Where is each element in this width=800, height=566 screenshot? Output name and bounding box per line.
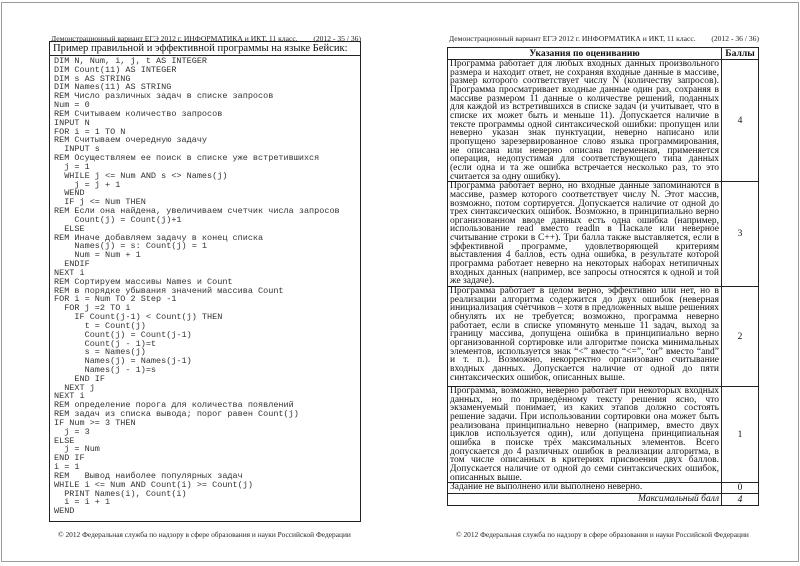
criteria-points: 4 [722,60,759,182]
code-line: REM задач из списка вывода; порог равен Count(j) [54,409,299,420]
criteria-text: Программа работает верно, но входные данные запоминаются в массиве, размер которого соответствует числу N. Этот массив, возможно, потом сортируется. Допускается наличие от одной до трех синтаксических ошибок. Возможно, в принципиально верно организованном вводе данных есть одна ошибка (например, использование read вместо readln в Паскале или неверное считывание строки в C++). Три балла также выставляется, если в эффективной программе, удовлетворяющей критериям выставления 4 баллов, есть одна ошибка, в результате которой программа работает неверно на некоторых наборах нетипичных входных данных (например, все запросы относятся к одной и той же задаче). [448,182,722,287]
code-line: REM Считываем очередную задачу [54,135,208,146]
code-line: Names(j) = Names(j-1) [54,356,192,367]
code-line: Names(j) = s: Count(j) = 1 [54,241,208,252]
page-header [449,34,759,43]
code-line: REM Иначе добавляем задачу в конец списка [54,232,264,243]
code-title: Пример правильной и эффективной программы на языке Бейсик: [50,42,360,56]
criteria-text: Программа, возможно, неверно работает при некоторых входных данных, но по приведённому тексту решения ясно, что экзаменуемый понимает, из каких этапов должно состоять решение задачи. При использовании сортировки она может быть реализована принципиально неверно (например, вместо двух циклов используется один), или допущена принципиальная ошибка в поиске трёх максимальных элементов. Всего допускается до 4 различных ошибок в реализации алгоритма, в том числе описанных в критериях присвоения двух баллов. Допускается наличие от одной до семи синтаксических ошибок, описанных выше. [448,387,722,483]
code-line: NEXT i [54,391,85,402]
code-line: s = Names(j) [54,347,146,358]
grading-criteria-table [447,47,759,506]
criteria-row [448,60,759,182]
code-line: FOR j =2 TO i [54,303,131,314]
page-number: (2012 - 35 / 36) [313,34,361,43]
code-line: WHILE j <= Num AND s <> Names(j) [54,170,228,181]
criteria-text: Программа работает для любых входных данных произвольного размера и находит ответ, не сохраняя входные данные в массиве, размер которого соответствует числу N (количеству запросов). Программа просматривает входные данные один раз, сохраняя в массиве размером 11 данные о количестве решений, поданных для каждой из встретившихся в списке задач (и учитывает, что в списке их может быть и меньше 11). Допускается наличие в тексте программы одной синтаксической ошибки: пропущен или неверно указан знак пунктуации, неверно написано или пропущено зарезервированное слово языка программирования, не описана или неверно описана переменная, применяется операция, недопустимая для соответствующего типа данных (если одна и та же ошибка встречается несколько раз, то это считается за одну ошибку). [448,60,722,182]
criteria-row [448,287,759,387]
code-line: NEXT j [54,382,95,393]
code-line: j = j + 1 [54,179,121,190]
criteria-row [448,387,759,483]
code-box [49,41,361,522]
code-line: Num = 0 [54,100,90,111]
code-listing [50,56,360,516]
table-header-row [448,48,759,60]
criteria-text: Задание не выполнено или выполнено неверно. [448,483,722,494]
max-score-label: Максимальный балл [448,494,722,506]
max-score-value: 4 [722,494,759,506]
code-line: END IF [54,373,106,384]
code-line: END IF [54,453,85,464]
code-line: REM Сортируем массивы Names и Count [54,276,233,287]
code-line: DIM N, Num, i, j, t AS INTEGER [54,56,208,66]
page-footer: © 2012 Федеральная служба по надзору в сфере образования и науки Российской Федерации [456,530,749,539]
code-line: FOR i = Num TO 2 Step -1 [54,294,177,305]
code-line: WHILE i <= Num AND Count(i) >= Count(j) [54,479,253,490]
code-line: Count(j - 1)=t [54,338,157,349]
code-line: ELSE [54,223,85,234]
code-line: j = Num [54,444,100,455]
code-line: ELSE [54,435,75,446]
criteria-row [448,182,759,287]
code-line: PRINT Names(i), Count(i) [54,488,187,499]
code-line: Count(j) = Count(j)+1 [54,214,182,225]
code-line: REM Считываем количество запросов [54,108,223,119]
code-line: FOR i = 1 TO N [54,126,126,137]
criteria-row [448,483,759,494]
code-line: j = 1 [54,161,90,172]
code-line: DIM Count(11) AS INTEGER [54,64,177,75]
code-line: REM Вывод наиболее популярных задач [54,470,243,481]
code-line: t = Count(j) [54,320,146,331]
code-line: Num = Num + 1 [54,250,141,261]
left-page [1,2,401,562]
code-line: REM Если она найдена, увеличиваем счетчик числа запросов [54,206,340,217]
code-line: DIM s AS STRING [54,73,131,84]
criteria-points: 3 [722,182,759,287]
code-line: REM Осуществляем ее поиск в списке уже встретившихся [54,153,320,164]
header-title: Демонстрационный вариант ЕГЭ 2012 г. ИНФОРМАТИКА и ИКТ, 11 класс. [51,34,298,43]
right-page [400,2,799,562]
page-number: (2012 - 36 / 36) [711,34,759,43]
criteria-points: 0 [722,483,759,494]
criteria-text: Программа работает в целом верно, эффективно или нет, но в реализации алгоритма содержится до двух ошибок (неверная инициализация счётчиков – хотя в предложенных выше решениях обнулять их не требуется; возможно, программа неверно работает, если в списке упомянуто меньше 11 задач, выход за границу массива, допущена ошибка в принципиально верно организованной сортировке или алгоритме поиска минимальных элементов, используется знак “<” вместо “<=”, “or” вместо “and” и т. п.). Возможно, некорректно организовано считывание входных данных. Допускается наличие от одной до пяти синтаксических ошибок, описанных выше. [448,287,722,387]
points-column-header: Баллы [722,48,759,60]
code-line: INPUT s [54,144,100,155]
code-line: IF Num >= 3 THEN [54,417,136,428]
max-score-row [448,494,759,506]
code-line: REM определение порога для количества появлений [54,400,294,411]
code-line: DIM Names(11) AS STRING [54,82,172,93]
criteria-points: 2 [722,287,759,387]
criteria-points: 1 [722,387,759,483]
code-line: INPUT N [54,117,90,128]
page-footer: © 2012 Федеральная служба по надзору в сфере образования и науки Российской Федерации [58,530,351,539]
code-line: REM в порядке убывания значений массива Count [54,285,284,296]
code-line: i = 1 [54,462,80,473]
code-line: REM Число различных задач в списке запросов [54,91,274,102]
header-title: Демонстрационный вариант ЕГЭ 2012 г. ИНФОРМАТИКА и ИКТ, 11 класс. [449,34,696,43]
code-line: IF j <= Num THEN [54,197,146,208]
criteria-column-header: Указания по оцениванию [448,48,722,60]
code-line: WEND [54,506,75,517]
code-line: NEXT i [54,267,85,278]
code-line: IF Count(j-1) < Count(j) THEN [54,312,223,323]
code-line: Names(j - 1)=s [54,364,157,375]
code-line: WEND [54,188,85,199]
code-line: Count(j) = Count(j-1) [54,329,192,340]
code-line: j = 3 [54,426,90,437]
code-line: ENDIF [54,259,90,270]
code-line: i = i + 1 [54,497,111,508]
